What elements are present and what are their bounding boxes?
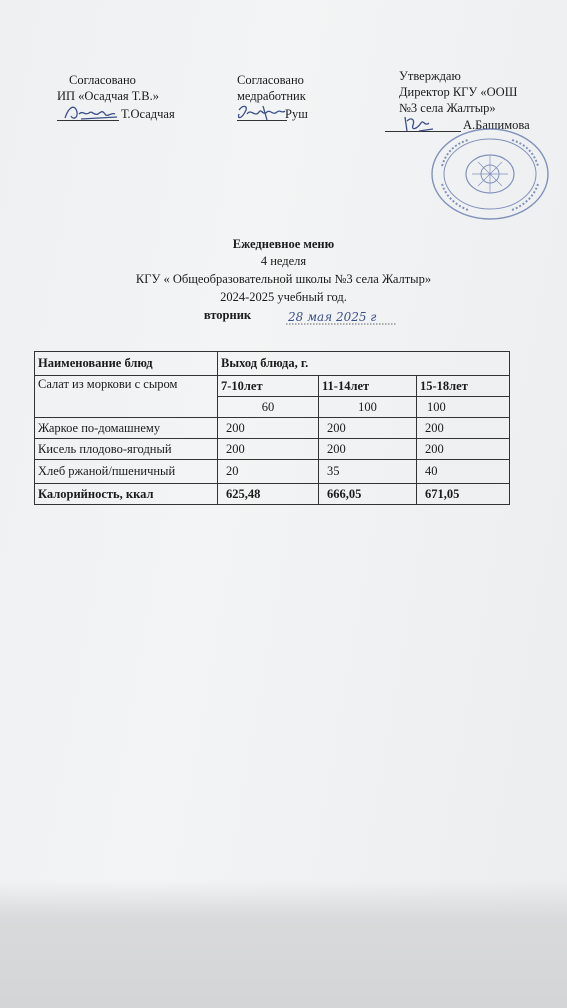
table-header-row bbox=[35, 352, 510, 376]
calories-value: 666,05 bbox=[319, 484, 417, 505]
portion-value: 200 bbox=[319, 439, 417, 460]
approval-left-signature-name: Т.Осадчая bbox=[121, 107, 175, 121]
approval-left-position: ИП «Осадчая Т.В.» bbox=[57, 89, 159, 103]
menu-table bbox=[34, 351, 510, 505]
age-group: 15-18лет bbox=[417, 376, 510, 397]
calories-label: Калорийность, ккал bbox=[35, 484, 218, 505]
signature-osadchaya bbox=[61, 102, 123, 124]
week-label: 4 неделя bbox=[260, 254, 307, 268]
organization-name: КГУ « Общеобразовательной школы №3 села Жалтыр» bbox=[135, 272, 432, 286]
table-row bbox=[35, 418, 510, 439]
approval-middle-signature-name: Руш bbox=[285, 107, 308, 121]
school-year: 2024-2025 учебный год. bbox=[220, 290, 347, 304]
header-output: Выход блюда, г. bbox=[218, 352, 510, 376]
portion-value: 200 bbox=[417, 418, 510, 439]
day-of-week: вторник bbox=[203, 308, 252, 322]
calories-row bbox=[35, 484, 510, 505]
dish-name: Жаркое по-домашнему bbox=[35, 418, 218, 439]
approval-right-position-1: Директор КГУ «ООШ bbox=[399, 85, 518, 99]
handwritten-date-text: 28 мая 2025 г bbox=[288, 310, 377, 324]
header-dish-name: Наименование блюд bbox=[35, 352, 218, 376]
portion-value: 100 bbox=[319, 397, 417, 418]
portion-value: 100 bbox=[417, 397, 510, 418]
portion-value: 200 bbox=[417, 439, 510, 460]
approval-right-position-2: №3 села Жалтыр» bbox=[399, 101, 496, 115]
dish-name: Хлеб ржаной/пшеничный bbox=[35, 460, 218, 484]
portion-value: 60 bbox=[218, 397, 319, 418]
approval-middle-position: медработник bbox=[237, 89, 306, 103]
page-shadow bbox=[0, 880, 567, 1008]
portion-value: 20 bbox=[218, 460, 319, 484]
signature-medworker bbox=[233, 102, 291, 124]
approval-right bbox=[399, 68, 530, 135]
calories-value: 671,05 bbox=[417, 484, 510, 505]
dish-name: Салат из моркови с сыром bbox=[35, 376, 218, 418]
dish-name: Кисель плодово-ягодный bbox=[35, 439, 218, 460]
approval-right-title: Утверждаю bbox=[399, 69, 461, 83]
portion-value: 200 bbox=[319, 418, 417, 439]
menu-title: Ежедневное меню bbox=[232, 237, 335, 251]
portion-value: 35 bbox=[319, 460, 417, 484]
age-group: 7-10лет bbox=[218, 376, 319, 397]
portion-value: 40 bbox=[417, 460, 510, 484]
approval-left-signature-row bbox=[57, 106, 175, 124]
portion-value: 200 bbox=[218, 439, 319, 460]
school-seal-stamp bbox=[428, 126, 552, 222]
approval-middle bbox=[237, 72, 306, 124]
portion-value: 200 bbox=[218, 418, 319, 439]
approval-left bbox=[57, 72, 175, 124]
table-row bbox=[35, 460, 510, 484]
table-row bbox=[35, 439, 510, 460]
age-group: 11-14лет bbox=[319, 376, 417, 397]
approval-middle-title: Согласовано bbox=[237, 73, 304, 87]
calories-value: 625,48 bbox=[218, 484, 319, 505]
handwritten-date bbox=[286, 309, 396, 327]
approval-right-signature-name: А.Башимова bbox=[463, 118, 530, 132]
approval-middle-signature-row bbox=[237, 106, 306, 124]
table-row bbox=[35, 376, 510, 397]
approval-left-title: Согласовано bbox=[69, 73, 136, 87]
